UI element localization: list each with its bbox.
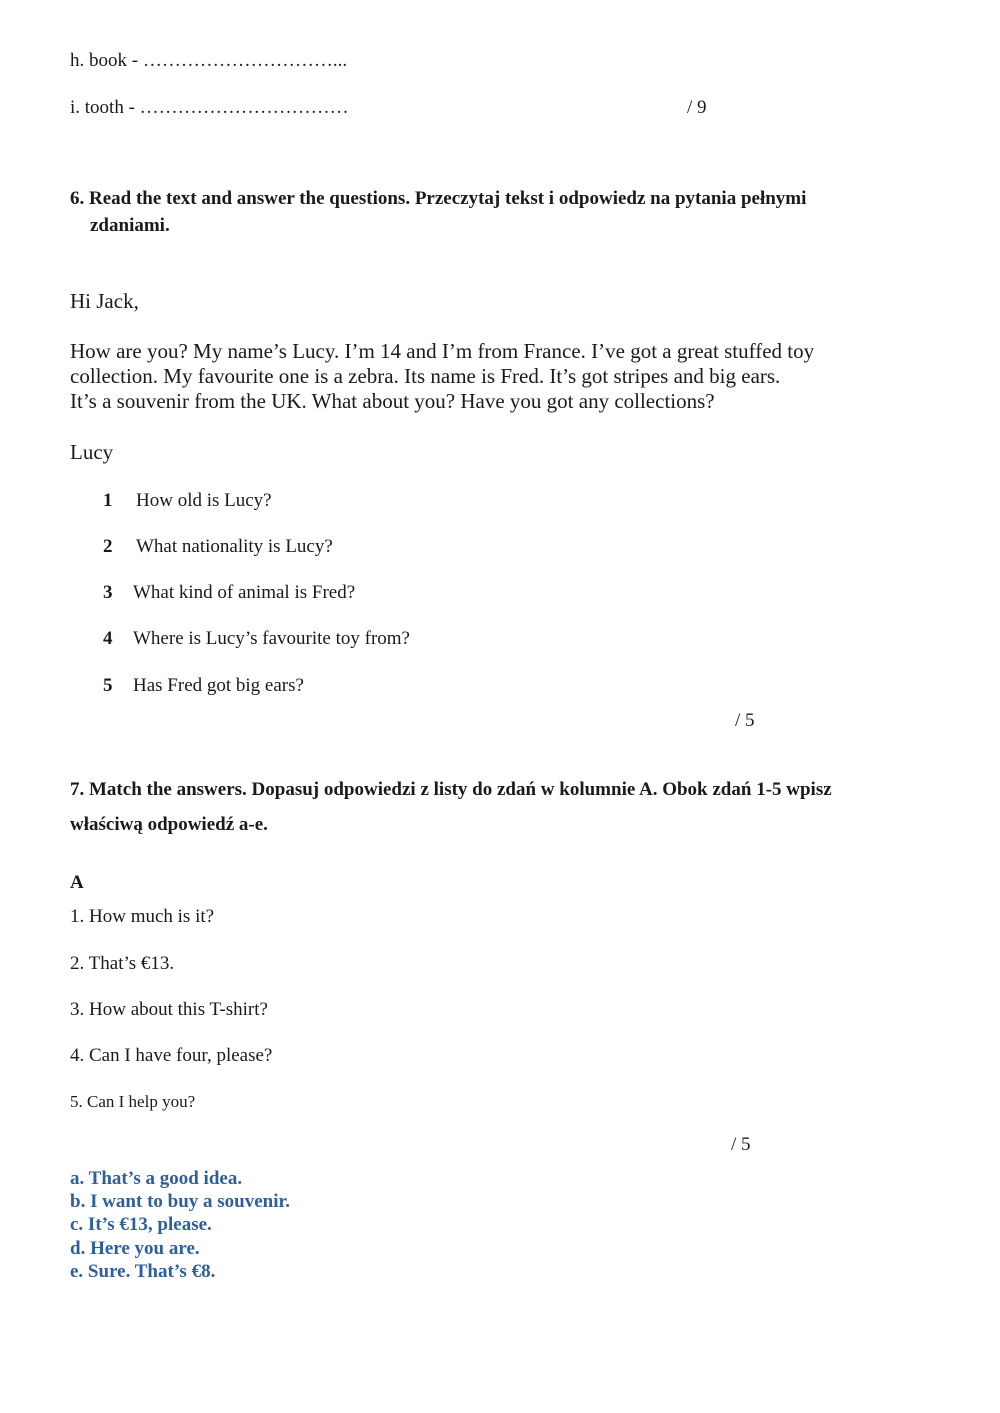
answer-option-e: e. Sure. That’s €8. bbox=[70, 1261, 216, 1282]
vocab-item-i: i. tooth - …………………………… bbox=[70, 97, 349, 118]
sentence-3: 3. How about this T-shirt? bbox=[70, 999, 268, 1020]
column-a-label: A bbox=[70, 872, 84, 893]
sentence-4: 4. Can I have four, please? bbox=[70, 1045, 273, 1066]
letter-line-2: collection. My favourite one is a zebra. Its name is Fred. It’s got stripes and big ears. bbox=[70, 364, 781, 388]
question-number: 5 bbox=[103, 675, 113, 696]
ex7-heading: 7. Match the answers. Dopasuj odpowiedzi z listy do zdań w kolumnie A. Obok zdań 1-5 wpisz bbox=[70, 779, 832, 800]
question-1 bbox=[103, 490, 272, 512]
letter-line-1: How are you? My name’s Lucy. I’m 14 and I’m from France. I’ve got a great stuffed toy bbox=[70, 339, 815, 363]
score-ex6: / 5 bbox=[735, 710, 755, 731]
question-number: 2 bbox=[103, 536, 113, 557]
vocab-item-h: h. book - …………………………... bbox=[70, 50, 348, 71]
answer-option-d: d. Here you are. bbox=[70, 1238, 200, 1259]
letter-greeting: Hi Jack, bbox=[70, 289, 139, 313]
sentence-2: 2. That’s €13. bbox=[70, 953, 175, 974]
ex6-heading: 6. Read the text and answer the questions. Przeczytaj tekst i odpowiedz na pytania pełnymi bbox=[70, 188, 807, 209]
question-text: What kind of animal is Fred? bbox=[133, 582, 356, 603]
question-number: 4 bbox=[103, 628, 113, 649]
question-number: 1 bbox=[103, 490, 113, 511]
ex6-heading-cont: zdaniami. bbox=[90, 215, 170, 236]
question-4 bbox=[103, 628, 410, 650]
question-3 bbox=[103, 582, 355, 604]
ex7-heading-cont: właściwą odpowiedź a-e. bbox=[70, 814, 268, 835]
question-5 bbox=[103, 675, 304, 697]
question-2 bbox=[103, 536, 333, 558]
answer-option-a: a. That’s a good idea. bbox=[70, 1168, 243, 1189]
score-ex7: / 5 bbox=[731, 1134, 751, 1155]
sentence-5: 5. Can I help you? bbox=[70, 1092, 196, 1111]
question-text: Where is Lucy’s favourite toy from? bbox=[133, 628, 410, 649]
sentence-1: 1. How much is it? bbox=[70, 906, 215, 927]
score-ex5: / 9 bbox=[687, 97, 707, 118]
answer-option-c: c. It’s €13, please. bbox=[70, 1214, 212, 1235]
question-text: What nationality is Lucy? bbox=[136, 536, 333, 557]
answer-option-b: b. I want to buy a souvenir. bbox=[70, 1191, 290, 1212]
question-text: How old is Lucy? bbox=[136, 490, 272, 511]
letter-line-3: It’s a souvenir from the UK. What about you? Have you got any collections? bbox=[70, 389, 715, 413]
question-text: Has Fred got big ears? bbox=[133, 675, 304, 696]
letter-signoff: Lucy bbox=[70, 440, 114, 464]
question-number: 3 bbox=[103, 582, 113, 603]
